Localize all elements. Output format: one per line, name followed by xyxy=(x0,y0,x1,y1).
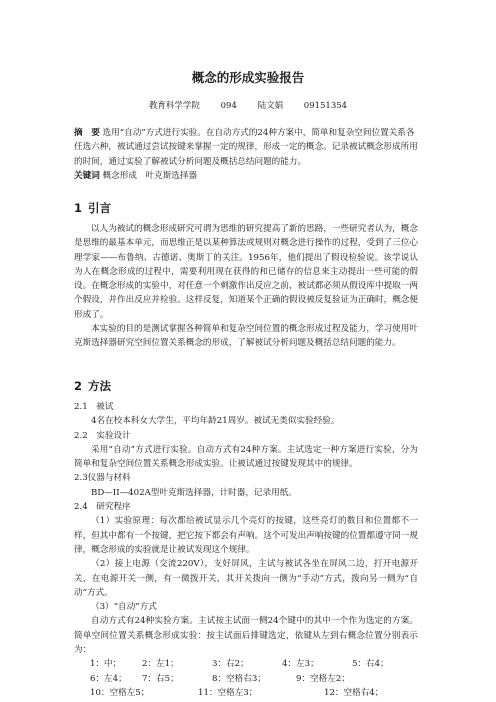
option-item: 8：空格右3； xyxy=(212,673,266,684)
keywords-text: 概念形成 叶克斯选择器 xyxy=(102,170,198,181)
option-item: 4：左3； xyxy=(282,659,319,670)
option-item: 3：右2； xyxy=(212,659,249,670)
author-class: 094 xyxy=(220,101,237,111)
section-heading: 1 引言 xyxy=(74,201,112,215)
subsection-heading: 2.1 被试 xyxy=(74,402,114,412)
option-item: 9：空格左2； xyxy=(296,673,350,684)
keywords-label: 关键词 xyxy=(74,170,100,181)
abstract-label: 摘 要 xyxy=(74,128,100,138)
paragraph: 本实验的目的是测试掌握各种简单和复杂空间位置的概念形成过程及能力，学习使用叶克斯选择器研究空间位置关系概念的形成，了解被试分析问题及概括总结问题的能力。 xyxy=(74,324,418,349)
option-item: 5：右4； xyxy=(352,659,389,670)
paragraph: 采用“自动”方式进行实验。自动方式有24种方案。主试选定一种方案进行实验，分为简单和复杂空间位置关系概念形成实验。让被试通过按键发现其中的规律。 xyxy=(74,444,418,470)
author-school: 教育科学学院 xyxy=(148,101,200,111)
option-item: 1：中； xyxy=(90,659,122,670)
paragraph: 以人为被试的概念形成研究可谓为思维的研究提高了新的思路，一些研究者认为，概念是思维的最基本单元，而思维正是以某种算法或规则对概念进行操作的过程，受到了三位心理学家——布鲁纳、古德诺、奥斯丁的关注。1956年，他们提出了假设检验说。该学说认为人在概念形成的过程中，需要利用现在获得的和已储存的信息来主动提出一些可能的假设。在概念形成的实验中，对任意一个刺激作出反应之前，被试都必须从假设库中提取一两个假设，并作出反应并检验。这样反复，知道某个正确的假设被反复验证为正确时，概念便形成了。 xyxy=(74,224,418,320)
option-item: 6：左4； xyxy=(90,673,127,684)
author-id: 09151354 xyxy=(303,101,348,111)
option-row xyxy=(74,672,418,686)
paragraph: 自动方式有24种实验方案。主试按主试面一侧24个键中的其中一个作为选定的方案。简单空间位置关系概念形成实验：按主试面后排键选定，依键从左到右概念位置分别表示为： xyxy=(74,616,418,656)
option-item: 11：空格左3； xyxy=(198,687,258,698)
subsection-heading: 2.2 实验设计 xyxy=(74,430,131,441)
section-body xyxy=(74,400,418,700)
author-line xyxy=(0,99,496,111)
option-item: 12：空格右4； xyxy=(324,687,384,698)
option-row xyxy=(74,686,418,700)
paper-title: 概念的形成实验报告 xyxy=(191,70,305,85)
option-item: 7：右5； xyxy=(142,673,179,684)
paragraph: 4名在校本科女大学生，平均年龄21周岁。被试无类似实验经验。 xyxy=(91,416,340,427)
subsection-heading: 2.3仪器与材料 xyxy=(74,473,131,484)
abstract-text: 选用“自动”方式进行实验。在自动方式的24种方案中，简单和复杂空间位置关系各任选六种，被试通过尝试按键来掌握一定的规律，形成一定的概念。记录被试概念形成所用的时间，通过实验了解被试分析问题及概括总结问题的能力。 xyxy=(74,128,418,167)
paragraph: （3）“自动”方式 xyxy=(91,602,157,613)
paragraph: （2）接上电源（交流220V），支好屏风，主试与被试各坐在屏风二边，打开电源开关，在电源开关一侧，有一微拨开关，其开关拨向一侧为“手动”方式，拨向另一侧为“自动”方式。 xyxy=(74,559,418,598)
option-item: 10：空格左5； xyxy=(90,687,150,698)
paragraph: BD—II—402A型叶克斯选择器，计时器，记录用纸。 xyxy=(91,487,297,498)
option-row xyxy=(74,657,418,671)
paragraph: （1）实验原理：每次都给被试显示几个亮灯的按键，这些亮灯的数目和位置都不一样，但其中都有一个按键，把它按下都会有声响。这个可发出声响按键的位置都遵守同一规律，概念形成的实验就是让被试发现这个规律。 xyxy=(74,516,418,555)
author-name: 陆文娟 xyxy=(257,101,284,111)
section-heading: 2 方法 xyxy=(74,379,112,393)
subsection-heading: 2.4 研究程序 xyxy=(74,502,131,513)
abstract xyxy=(74,126,418,183)
option-item: 2：左1； xyxy=(142,659,179,670)
section-body xyxy=(74,222,418,351)
